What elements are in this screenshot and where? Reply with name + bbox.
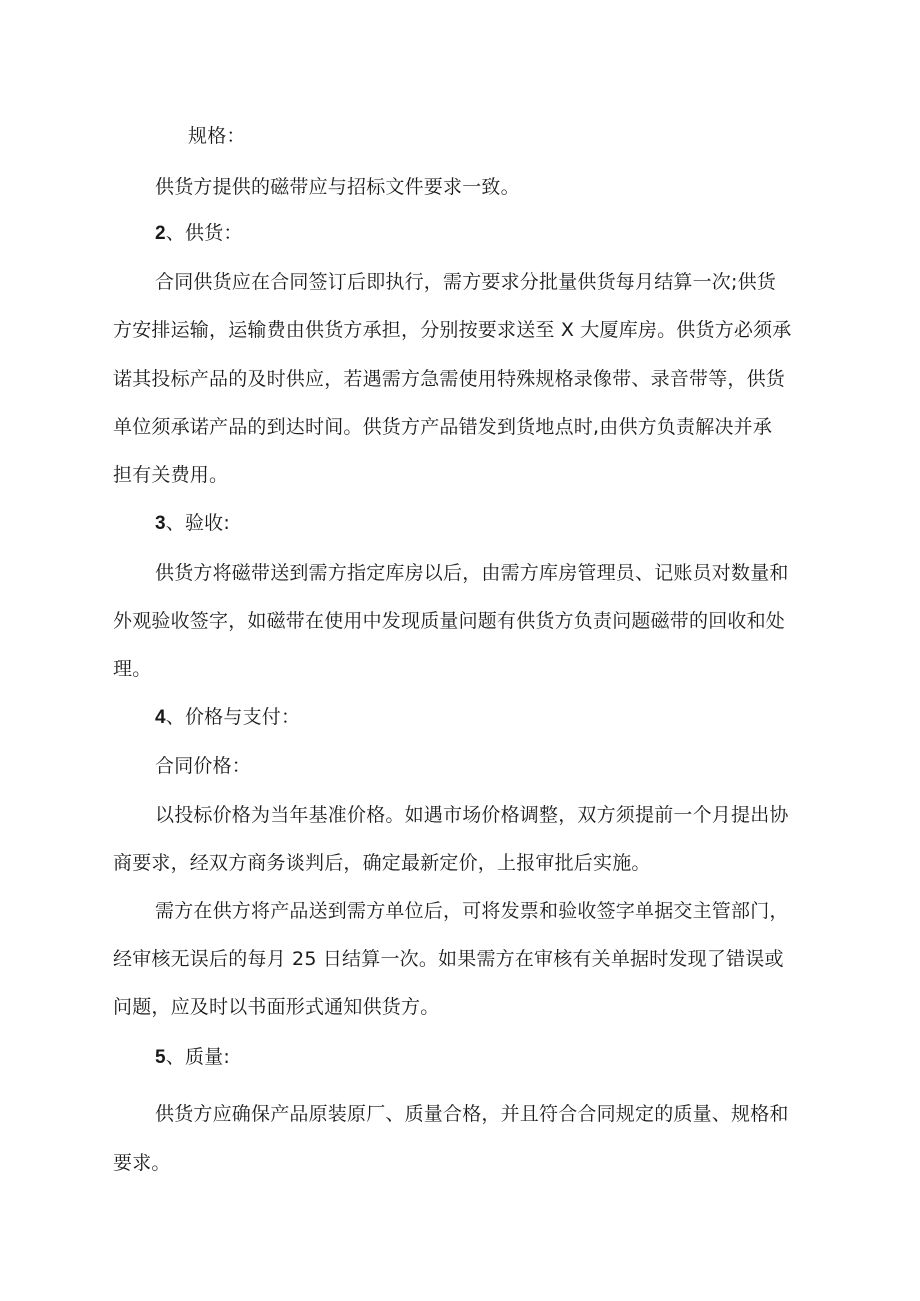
paragraph-line: 要求。 [113,1152,171,1174]
section-number: 4 [155,707,166,728]
section-number: 2 [155,223,166,244]
paragraph-line: 供货方提供的磁带应与招标文件要求一致。 [155,176,520,198]
paragraph-line: 担有关费用。 [113,464,229,486]
section-heading-3 [155,511,230,536]
section-number: 5 [155,1047,166,1068]
paragraph-line: 方安排运输，运输费由供货方承担，分别按要求送至 X 大厦库房。供货方必须承 [113,319,792,341]
paragraph-line: 外观验收签字，如磁带在使用中发现质量问题有供货方负责问题磁带的回收和处 [113,610,786,632]
paragraph-line: 问题，应及时以书面形式通知供货方。 [113,996,440,1018]
paragraph-line: 经审核无误后的每月 25 日结算一次。如果需方在审核有关单据时发现了错误或 [113,948,784,970]
paragraph-line: 商要求，经双方商务谈判后，确定最新定价，上报审批后实施。 [113,852,651,874]
section-title: 、验收: [165,512,230,534]
paragraph-line: 诺其投标产品的及时供应，若遇需方急需使用特殊规格录像带、录音带等，供货 [113,368,786,390]
spec-label: 规格： [188,125,246,147]
section-heading-2 [155,221,243,246]
paragraph-line: 合同供货应在合同签订后即执行，需方要求分批量供货每月结算一次;供货 [155,271,777,293]
paragraph-line: 理。 [113,658,152,680]
section-title: 、供货： [165,222,243,244]
paragraph-line: 供货方应确保产品原装原厂、质量合格，并且符合合同规定的质量、规格和 [155,1103,789,1125]
section-heading-4 [155,705,300,730]
section-title: 、质量: [165,1046,230,1068]
paragraph-line: 单位须承诺产品的到达时间。供货方产品错发到货地点时,由供方负责解决并承 [113,416,773,438]
section-heading-5 [155,1045,230,1070]
section-number: 3 [155,513,166,534]
contract-price-label: 合同价格： [155,755,252,777]
section-title: 、价格与支付： [165,706,301,728]
paragraph-line: 以投标价格为当年基准价格。如遇市场价格调整，双方须提前一个月提出协 [155,804,789,826]
paragraph-line: 需方在供方将产品送到需方单位后，可将发票和验收签字单据交主管部门， [155,900,789,922]
paragraph-line: 供货方将磁带送到需方指定库房以后，由需方库房管理员、记账员对数量和 [155,562,789,584]
